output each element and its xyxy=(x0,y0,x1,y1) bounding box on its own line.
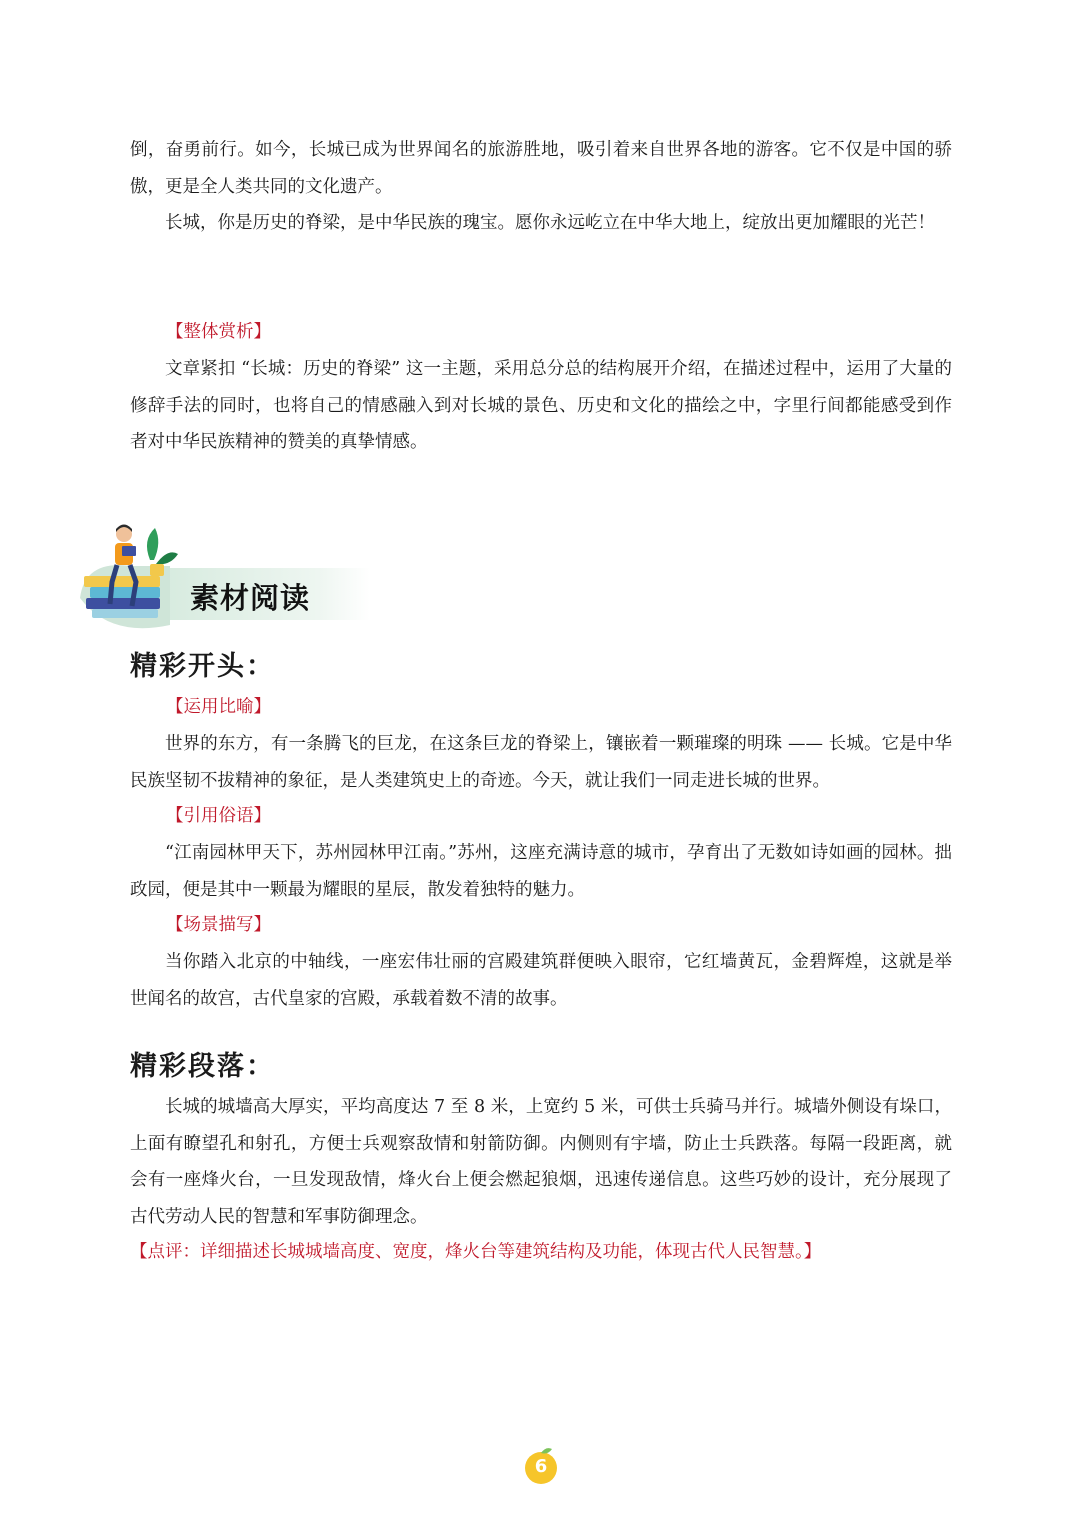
appreciation-text: 文章紧扣 “长城：历史的脊梁” 这一主题，采用总分总的结构展开介绍，在描述过程中，运用了大量的修辞手法的同时，也将自己的情感融入到对长城的景色、历史和文化的描绘之中，字里行间都能感受到作者对中华民族精神的赞美的真挚情感。 xyxy=(130,359,952,452)
body-paragraph: 长城，你是历史的脊梁，是中华民族的瑰宝。愿你永远屹立在中华大地上，绽放出更加耀眼的光芒！ xyxy=(165,213,935,233)
page-number: 6 xyxy=(534,1456,548,1477)
opening-example: 世界的东方，有一条腾飞的巨龙，在这条巨龙的脊梁上，镶嵌着一颗璀璨的明珠 —— 长城。它是中华民族坚韧不拔精神的象征，是人类建筑史上的奇迹。今天，就让我们一同走进长城的世界。 xyxy=(130,734,952,791)
appreciation-tag: 【整体赏析】 xyxy=(166,322,271,342)
section-banner-title: 素材阅读 xyxy=(190,581,311,615)
paragraph-heading: 精彩段落： xyxy=(130,1051,275,1082)
technique-tag: 【引用俗语】 xyxy=(166,806,271,826)
technique-tag: 【场景描写】 xyxy=(166,915,271,935)
opening-example: “江南园林甲天下，苏州园林甲江南。”苏州，这座充满诗意的城市，孕育出了无数如诗如画的园林。拙政园，便是其中一颗最为耀眼的星辰，散发着独特的魅力。 xyxy=(130,843,952,900)
opening-heading: 精彩开头： xyxy=(130,651,275,682)
paragraph-example: 长城的城墙高大厚实，平均高度达 7 至 8 米，上宽约 5 米，可供士兵骑马并行。城墙外侧设有垛口，上面有瞭望孔和射孔，方便士兵观察敌情和射箭防御。内侧则有宇墙，防止士兵跌落。每隔一段距离，就会有一座烽火台，一旦发现敌情，烽火台上便会燃起狼烟，迅速传递信息。这些巧妙的设计，充分展现了古代劳动人民的智慧和军事防御理念。 xyxy=(130,1097,952,1227)
body-paragraph: 倒，奋勇前行。如今，长城已成为世界闻名的旅游胜地，吸引着来自世界各地的游客。它不仅是中国的骄傲，更是全人类共同的文化遗产。 xyxy=(130,140,952,197)
technique-tag: 【运用比喻】 xyxy=(166,697,271,717)
opening-example: 当你踏入北京的中轴线，一座宏伟壮丽的宫殿建筑群便映入眼帘，它红墙黄瓦，金碧辉煌，这就是举世闻名的故宫，古代皇家的宫殿，承载着数不清的故事。 xyxy=(130,952,952,1009)
comment-text: 【点评：详细描述长城城墙高度、宽度，烽火台等建筑结构及功能，体现古代人民智慧。】 xyxy=(130,1242,822,1262)
page-number-badge xyxy=(524,1446,558,1486)
